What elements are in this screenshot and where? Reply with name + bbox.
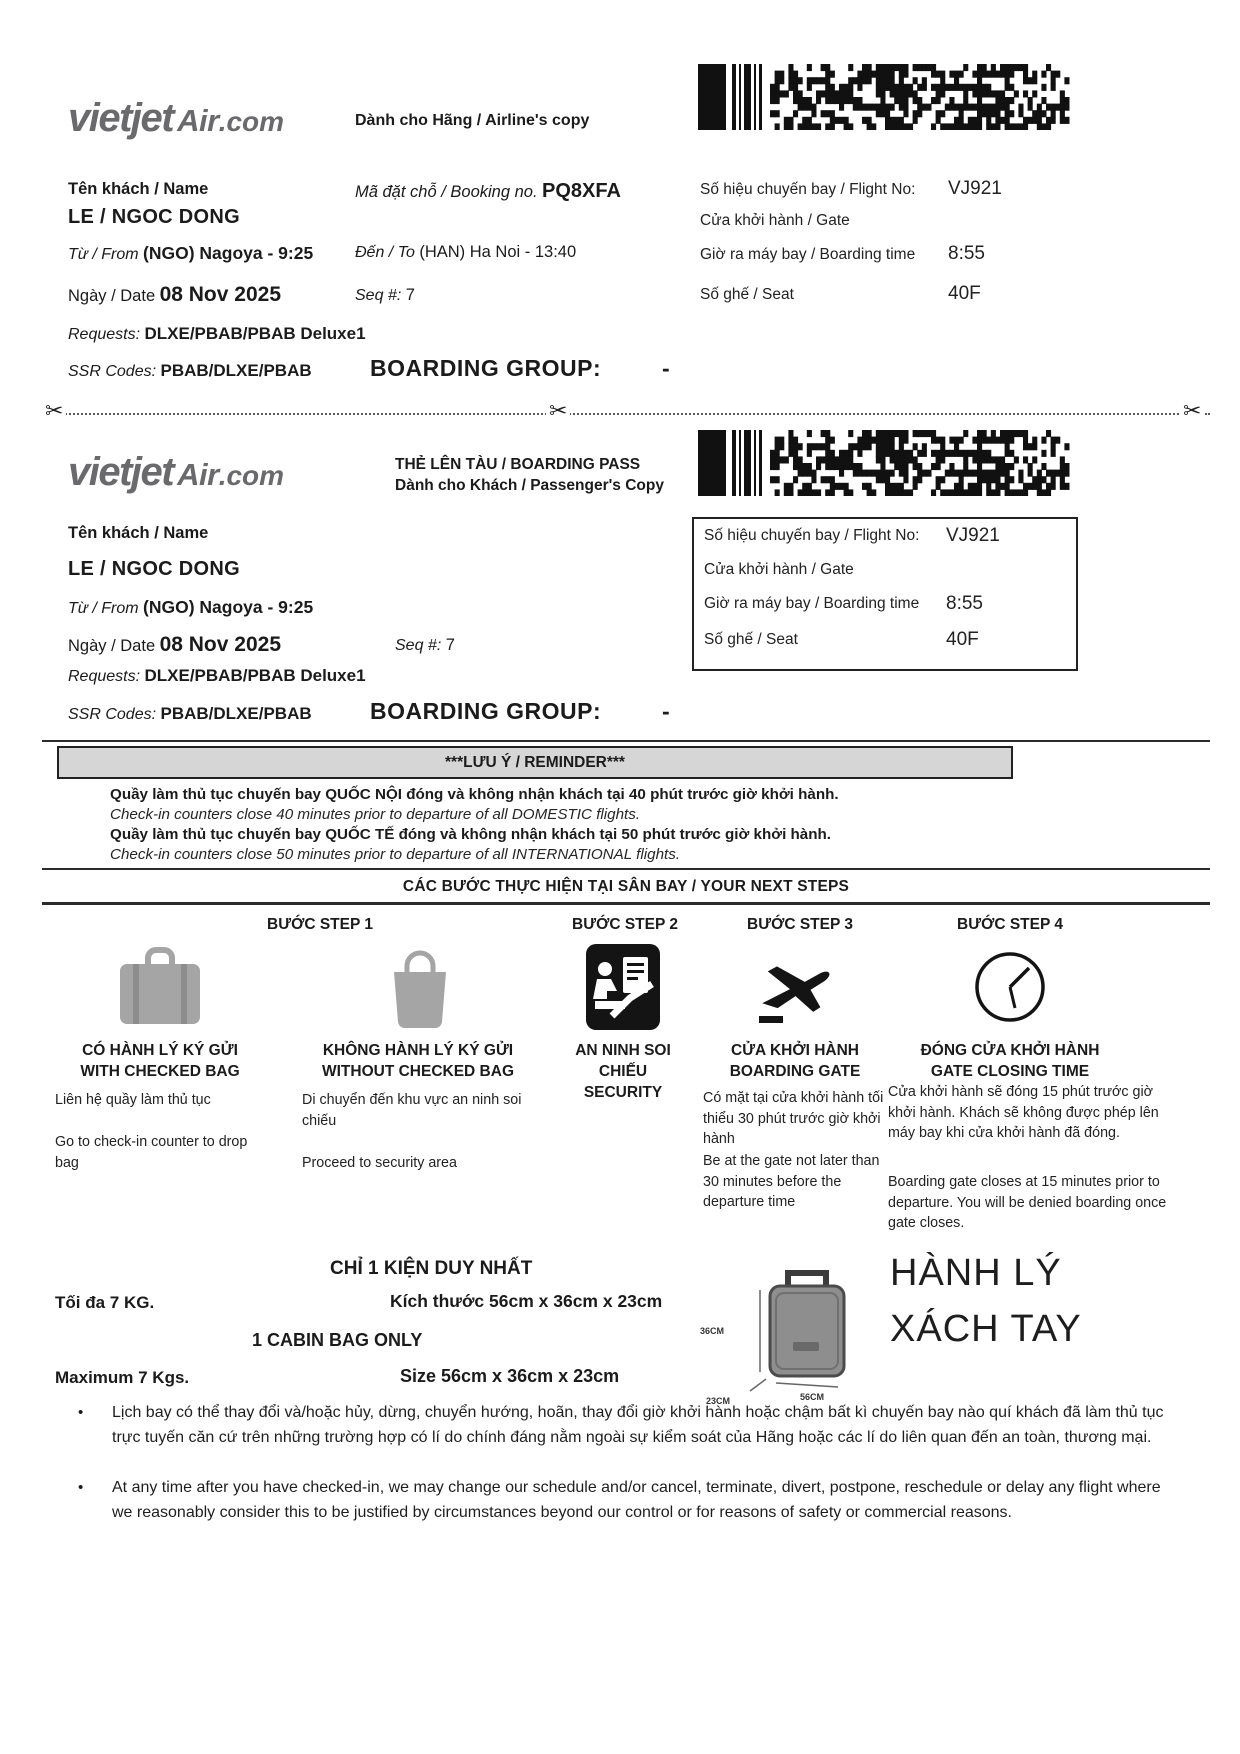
caption-vi: CÓ HÀNH LÝ KÝ GỬI — [82, 1042, 238, 1059]
seat-value: 40F — [946, 629, 979, 650]
boarding-group-value: - — [662, 355, 671, 381]
caption-vi: CỬA KHỞI HÀNH — [731, 1042, 859, 1059]
scissors-icon: ✂ — [1180, 400, 1204, 422]
scissors-icon: ✂ — [546, 400, 570, 422]
flight-number: VJ921 — [946, 525, 1000, 546]
divider — [42, 902, 1210, 905]
caption-en: SECURITY — [583, 1084, 663, 1101]
seq-value: 7 — [445, 636, 455, 654]
seat-value: 40F — [948, 283, 981, 304]
to-label: Đến / To — [355, 244, 415, 261]
step-caption-2 — [300, 1040, 536, 1082]
vietjet-logo — [68, 450, 284, 495]
caption-en: WITHOUT CHECKED BAG — [321, 1063, 515, 1080]
ssr-row — [68, 704, 312, 724]
airline-copy-label: Dành cho Hãng / Airline's copy — [355, 112, 590, 129]
step-detail-en-4: Be at the gate not later than 30 minutes before the departure time — [703, 1153, 880, 1210]
divider — [42, 740, 1210, 742]
cabin-bag-size-vi: Kích thước 56cm x 36cm x 23cm — [390, 1291, 663, 1311]
requests-row — [68, 666, 366, 686]
step-caption-4 — [705, 1040, 885, 1082]
seq-row — [395, 636, 455, 655]
booking-label: Mã đặt chỗ / Booking no. — [355, 183, 538, 201]
clock-icon — [970, 944, 1050, 1030]
passenger-name: LE / NGOC DONG — [68, 206, 240, 228]
seq-label: Seq #: — [355, 287, 402, 304]
security-scan-icon — [586, 944, 660, 1030]
gate-label: Cửa khởi hành / Gate — [700, 212, 850, 229]
logo-word: Air — [177, 457, 219, 492]
bag-depth-label: 23CM — [706, 1396, 731, 1406]
logo-word: Air — [177, 103, 219, 138]
bullet-marker: • — [78, 1479, 84, 1496]
footer-bullet-2: At any time after you have checked-in, we may change our schedule and/or cancel, terminate, divert, postpone, reschedule or delay any flight where we reasonably consider this to be justified by circumstances beyond our control or for reasons of safety or commercial reasons. — [112, 1479, 1161, 1521]
from-label: Từ / From — [68, 600, 139, 617]
step-detail-en-5: Boarding gate closes at 15 minutes prior to departure. You will be denied boarding once gate closes. — [888, 1174, 1167, 1231]
step-detail-vi-2: Di chuyển đến khu vực an ninh soi chiếu — [302, 1092, 522, 1129]
bag-width-label: 56CM — [800, 1392, 825, 1402]
date-label: Ngày / Date — [68, 637, 156, 655]
date-row — [68, 283, 281, 307]
boarding-group-value: - — [662, 698, 671, 724]
step-caption-1 — [50, 1040, 270, 1082]
seat-label: Số ghế / Seat — [704, 631, 798, 648]
ssr-value: PBAB/DLXE/PBAB — [160, 361, 312, 380]
logo-word: .com — [218, 460, 285, 491]
ssr-label: SSR Codes: — [68, 706, 157, 723]
hand-luggage-title-line2: XÁCH TAY — [890, 1308, 1082, 1350]
caption-en: WITH CHECKED BAG — [80, 1063, 240, 1080]
suitcase-icon — [112, 946, 208, 1030]
requests-label: Requests: — [68, 668, 141, 685]
step-detail-en-1: Go to check-in counter to drop bag — [55, 1134, 248, 1171]
flight-info-box — [692, 517, 1078, 671]
passenger-name: LE / NGOC DONG — [68, 558, 240, 580]
divider — [42, 868, 1210, 870]
seq-label: Seq #: — [395, 637, 442, 654]
boarding-time-value: 8:55 — [948, 243, 985, 264]
step-label-1: BƯỚC STEP 1 — [267, 916, 373, 933]
ssr-value: PBAB/DLXE/PBAB — [160, 704, 312, 723]
step-detail-vi-1: Liên hệ quầy làm thủ tục — [55, 1092, 211, 1108]
caption-en: GATE CLOSING TIME — [930, 1063, 1090, 1080]
cabin-bag-only-en: 1 CABIN BAG ONLY — [252, 1330, 423, 1350]
title-line2: Dành cho Khách / Passenger's Copy — [395, 477, 664, 494]
cabin-bag-size-en: Size 56cm x 36cm x 23cm — [400, 1366, 620, 1386]
caption-vi: KHÔNG HÀNH LÝ KÝ GỬI — [322, 1042, 514, 1059]
step-label-2: BƯỚC STEP 2 — [572, 916, 678, 933]
scissors-icon: ✂ — [42, 400, 66, 422]
booking-row — [355, 180, 621, 203]
pdf417-barcode — [698, 64, 1070, 130]
bullet-marker: • — [78, 1404, 84, 1421]
date-label: Ngày / Date — [68, 287, 156, 305]
step-detail-vi-4: Có mặt tại cửa khởi hành tối thiểu 30 phút trước giờ khởi hành — [703, 1090, 884, 1147]
requests-value: DLXE/PBAB/PBAB Deluxe1 — [144, 666, 366, 685]
reminder-line: Check-in counters close 50 minutes prior to departure of all INTERNATIONAL flights. — [110, 846, 681, 863]
flight-number: VJ921 — [948, 178, 1002, 199]
cabin-bag-only-vi: CHỈ 1 KIỆN DUY NHẤT — [330, 1258, 533, 1279]
booking-number: PQ8XFA — [541, 180, 621, 202]
boarding-group-label: BOARDING GROUP: — [370, 355, 602, 381]
boarding-group-label: BOARDING GROUP: — [370, 698, 602, 724]
hand-luggage-title-line1: HÀNH LÝ — [890, 1252, 1062, 1294]
caption-vi: ĐÓNG CỬA KHỞI HÀNH — [920, 1042, 1100, 1059]
cut-line — [42, 413, 1210, 415]
step-caption-3 — [557, 1040, 689, 1103]
date-value: 08 Nov 2025 — [159, 283, 281, 306]
gate-label: Cửa khởi hành / Gate — [704, 561, 854, 578]
name-label: Tên khách / Name — [68, 180, 209, 198]
from-value: (NGO) Nagoya - 9:25 — [143, 597, 314, 617]
to-row — [355, 243, 576, 262]
date-value: 08 Nov 2025 — [159, 633, 281, 656]
caption-en: BOARDING GATE — [729, 1063, 861, 1080]
from-label: Từ / From — [68, 246, 139, 263]
shopping-bag-icon — [380, 946, 460, 1030]
title-line1: THẺ LÊN TÀU / BOARDING PASS — [395, 456, 641, 473]
ssr-row — [68, 361, 312, 381]
boarding-pass-title — [395, 454, 664, 496]
cabin-bag-icon — [730, 1260, 880, 1400]
next-steps-title: CÁC BƯỚC THỰC HIỆN TẠI SÂN BAY / YOUR NEXT STEPS — [402, 878, 850, 895]
flight-label: Số hiệu chuyến bay / Flight No: — [704, 527, 920, 544]
reminder-header: ***LƯU Ý / REMINDER*** — [57, 746, 1013, 779]
from-row — [68, 243, 313, 264]
seq-value: 7 — [405, 286, 415, 304]
logo-word: vietjet — [68, 450, 174, 494]
step-label-4: BƯỚC STEP 4 — [957, 916, 1063, 933]
seat-label: Số ghế / Seat — [700, 286, 794, 303]
airplane-icon — [753, 944, 837, 1030]
seq-row — [355, 286, 415, 305]
boarding-time-value: 8:55 — [946, 593, 983, 614]
cabin-bag-max-en: Maximum 7 Kgs. — [55, 1368, 190, 1387]
step-caption-5 — [890, 1040, 1130, 1082]
footer-bullet-1: Lịch bay có thể thay đổi và/hoặc hủy, dừng, chuyển hướng, hoãn, thay đổi giờ khởi hành hoặc chậm bất kì chuyến bay nào quí khách đã làm thủ tục trực tuyến căn cứ trên những trường hợp có lí do chính đáng nằm ngoài sự kiểm soát của Hãng hoặc các lí do liên quan đến an toàn, thương mại. — [112, 1404, 1164, 1446]
flight-label: Số hiệu chuyến bay / Flight No: — [700, 181, 916, 198]
date-row — [68, 633, 281, 657]
requests-row — [68, 324, 366, 344]
step-detail-vi-5: Cửa khởi hành sẽ đóng 15 phút trước giờ khởi hành. Khách sẽ không được phép lên máy bay khi cửa khởi hành đã đóng. — [888, 1084, 1159, 1141]
step-detail-en-2: Proceed to security area — [302, 1155, 457, 1171]
vietjet-logo — [68, 96, 284, 141]
from-value: (NGO) Nagoya - 9:25 — [143, 243, 314, 263]
caption-vi: AN NINH SOI CHIẾU — [575, 1042, 671, 1080]
reminder-line: Quầy làm thủ tục chuyến bay QUỐC TẾ đóng và không nhận khách tại 50 phút trước giờ khởi hành. — [110, 826, 832, 843]
boarding-time-label: Giờ ra máy bay / Boarding time — [700, 246, 916, 263]
pdf417-barcode — [698, 430, 1070, 496]
logo-word: .com — [218, 106, 285, 137]
reminder-line: Quầy làm thủ tục chuyến bay QUỐC NỘI đóng và không nhận khách tại 40 phút trước giờ khởi hành. — [110, 786, 839, 803]
from-row — [68, 597, 313, 618]
requests-value: DLXE/PBAB/PBAB Deluxe1 — [144, 324, 366, 343]
requests-label: Requests: — [68, 326, 141, 343]
reminder-line: Check-in counters close 40 minutes prior to departure of all DOMESTIC flights. — [110, 806, 641, 823]
cabin-bag-max-vi: Tối đa 7 KG. — [55, 1293, 155, 1312]
ssr-label: SSR Codes: — [68, 363, 157, 380]
logo-word: vietjet — [68, 96, 174, 140]
bag-height-label: 36CM — [700, 1326, 725, 1336]
to-value: (HAN) Ha Noi - 13:40 — [419, 243, 577, 261]
step-label-3: BƯỚC STEP 3 — [747, 916, 853, 933]
name-label: Tên khách / Name — [68, 524, 209, 542]
boarding-time-label: Giờ ra máy bay / Boarding time — [704, 595, 920, 612]
